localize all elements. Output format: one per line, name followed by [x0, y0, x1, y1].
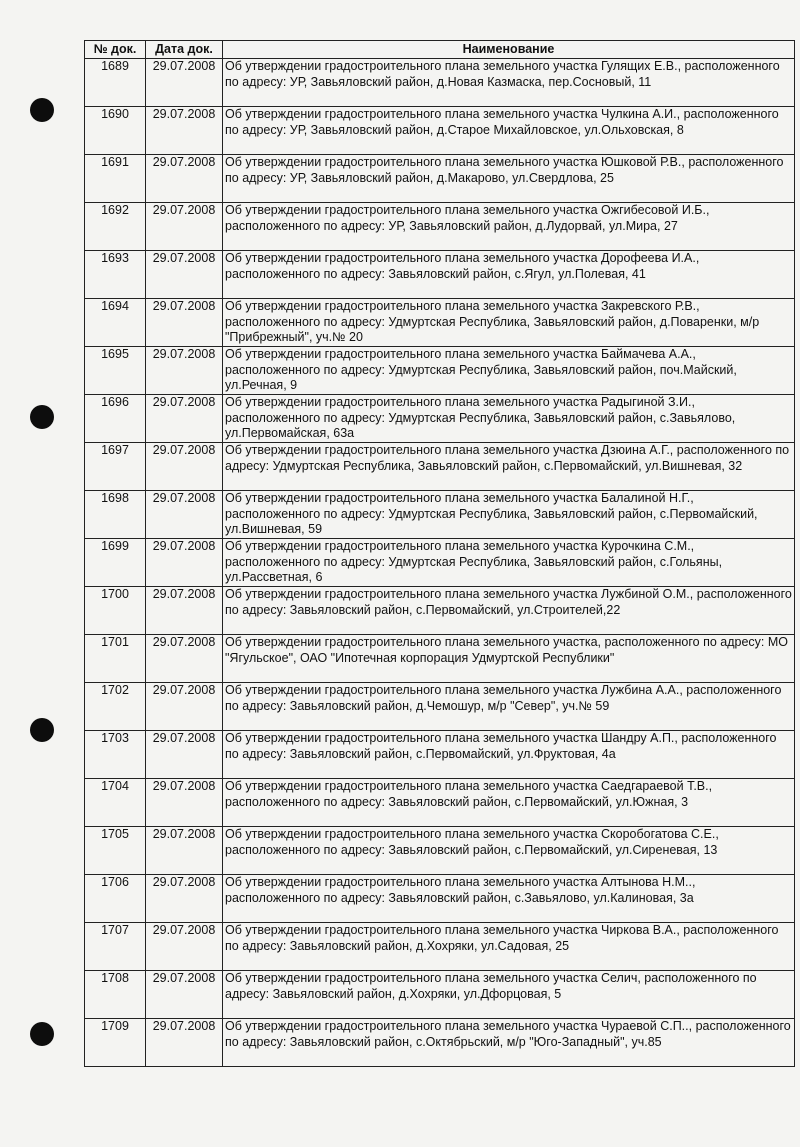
- table-header-row: [85, 41, 795, 59]
- document-date: 29.07.2008: [146, 923, 223, 971]
- table-row: [85, 827, 795, 875]
- document-number: 1709: [85, 1019, 146, 1067]
- document-date: 29.07.2008: [146, 59, 223, 107]
- documents-table: [84, 40, 795, 1067]
- table-row: [85, 875, 795, 923]
- document-title: Об утверждении градостроительного плана земельного участка Селич, расположенного по адресу: Завьяловский район, д.Хохряки, ул.Дфорцовая, 5: [223, 971, 795, 1019]
- document-date: 29.07.2008: [146, 539, 223, 587]
- document-title: Об утверждении градостроительного плана земельного участка Лужбина А.А., расположенного по адресу: Завьяловский район, д.Чемошур, м/р "Север", уч.№ 59: [223, 683, 795, 731]
- document-number: 1693: [85, 251, 146, 299]
- document-title: Об утверждении градостроительного плана земельного участка, расположенного по адресу: МО "Ягульское", ОАО "Ипотечная корпорация Удмуртской Республики": [223, 635, 795, 683]
- punch-hole: [30, 1022, 54, 1046]
- document-date: 29.07.2008: [146, 251, 223, 299]
- table-row: [85, 971, 795, 1019]
- table-row: [85, 587, 795, 635]
- table-row: [85, 203, 795, 251]
- document-date: 29.07.2008: [146, 1019, 223, 1067]
- document-date: 29.07.2008: [146, 299, 223, 347]
- document-number: 1704: [85, 779, 146, 827]
- document-number: 1699: [85, 539, 146, 587]
- document-date: 29.07.2008: [146, 107, 223, 155]
- document-date: 29.07.2008: [146, 347, 223, 395]
- document-number: 1708: [85, 971, 146, 1019]
- table-row: [85, 491, 795, 539]
- document-number: 1692: [85, 203, 146, 251]
- document-title: Об утверждении градостроительного плана земельного участка Лужбиной О.М., расположенного по адресу: Завьяловский район, с.Первомайский, ул.Строителей,22: [223, 587, 795, 635]
- document-date: 29.07.2008: [146, 155, 223, 203]
- document-number: 1690: [85, 107, 146, 155]
- table-row: [85, 923, 795, 971]
- document-title: Об утверждении градостроительного плана земельного участка Балалиной Н.Г., расположенного по адресу: Удмуртская Республика, Завьяловский район, с.Первомайский, ул.Вишневая, 59: [223, 491, 795, 539]
- document-title: Об утверждении градостроительного плана земельного участка Дзюина А.Г., расположенного по адресу: Удмуртская Республика, Завьяловский район, с.Первомайский, ул.Вишневая, 32: [223, 443, 795, 491]
- document-number: 1697: [85, 443, 146, 491]
- document-date: 29.07.2008: [146, 635, 223, 683]
- punch-hole: [30, 718, 54, 742]
- document-date: 29.07.2008: [146, 875, 223, 923]
- document-date: 29.07.2008: [146, 827, 223, 875]
- document-number: 1689: [85, 59, 146, 107]
- document-title: Об утверждении градостроительного плана земельного участка Курочкина С.М., расположенного по адресу: Удмуртская Республика, Завьяловский район, с.Гольяны, ул.Рассветная, 6: [223, 539, 795, 587]
- document-title: Об утверждении градостроительного плана земельного участка Радыгиной З.И., расположенного по адресу: Удмуртская Республика, Завьяловский район, с.Завьялово, ул.Первомайская, 63а: [223, 395, 795, 443]
- document-date: 29.07.2008: [146, 491, 223, 539]
- table-row: [85, 731, 795, 779]
- document-number: 1696: [85, 395, 146, 443]
- table-row: [85, 299, 795, 347]
- document-number: 1702: [85, 683, 146, 731]
- table-row: [85, 347, 795, 395]
- document-title: Об утверждении градостроительного плана земельного участка Чулкина А.И., расположенного по адресу: УР, Завьяловский район, д.Старое Михайловское, ул.Ольховская, 8: [223, 107, 795, 155]
- document-date: 29.07.2008: [146, 443, 223, 491]
- document-title: Об утверждении градостроительного плана земельного участка Алтынова Н.М.., расположенного по адресу: Завьяловский район, с.Завьялово, ул.Калиновая, 3а: [223, 875, 795, 923]
- document-date: 29.07.2008: [146, 731, 223, 779]
- document-number: 1703: [85, 731, 146, 779]
- table-row: [85, 155, 795, 203]
- document-title: Об утверждении градостроительного плана земельного участка Баймачева А.А., расположенного по адресу: Удмуртская Республика, Завьяловский район, поч.Майский, ул.Речная, 9: [223, 347, 795, 395]
- document-number: 1707: [85, 923, 146, 971]
- table-row: [85, 683, 795, 731]
- document-date: 29.07.2008: [146, 683, 223, 731]
- document-number: 1695: [85, 347, 146, 395]
- document-date: 29.07.2008: [146, 587, 223, 635]
- column-header-number: № док.: [85, 41, 146, 59]
- table-row: [85, 443, 795, 491]
- punch-hole: [30, 98, 54, 122]
- table-row: [85, 779, 795, 827]
- document-number: 1701: [85, 635, 146, 683]
- table-row: [85, 635, 795, 683]
- document-date: 29.07.2008: [146, 395, 223, 443]
- document-title: Об утверждении градостроительного плана земельного участка Чиркова В.А., расположенного по адресу: Завьяловский район, д.Хохряки, ул.Садовая, 25: [223, 923, 795, 971]
- document-title: Об утверждении градостроительного плана земельного участка Шандру А.П., расположенного по адресу: Завьяловский район, с.Первомайский, ул.Фруктовая, 4а: [223, 731, 795, 779]
- document-number: 1691: [85, 155, 146, 203]
- column-header-name: Наименование: [223, 41, 795, 59]
- table-row: [85, 251, 795, 299]
- document-number: 1705: [85, 827, 146, 875]
- document-date: 29.07.2008: [146, 779, 223, 827]
- document-number: 1706: [85, 875, 146, 923]
- document-title: Об утверждении градостроительного плана земельного участка Юшковой Р.В., расположенного по адресу: УР, Завьяловский район, д.Макарово, ул.Свердлова, 25: [223, 155, 795, 203]
- document-title: Об утверждении градостроительного плана земельного участка Закревского Р.В., расположенного по адресу: Удмуртская Республика, Завьяловский район, д.Поваренки, м/р "Прибрежный", уч.№ 20: [223, 299, 795, 347]
- document-date: 29.07.2008: [146, 203, 223, 251]
- document-title: Об утверждении градостроительного плана земельного участка Саедгараевой Т.В., расположенного по адресу: Завьяловский район, с.Первомайский, ул.Южная, 3: [223, 779, 795, 827]
- document-title: Об утверждении градостроительного плана земельного участка Гулящих Е.В., расположенного по адресу: УР, Завьяловский район, д.Новая Казмаска, пер.Сосновый, 11: [223, 59, 795, 107]
- document-number: 1698: [85, 491, 146, 539]
- punch-hole: [30, 405, 54, 429]
- document-date: 29.07.2008: [146, 971, 223, 1019]
- document-title: Об утверждении градостроительного плана земельного участка Скоробогатова С.Е., расположенного по адресу: Завьяловский район, с.Первомайский, ул.Сиреневая, 13: [223, 827, 795, 875]
- table-row: [85, 107, 795, 155]
- document-title: Об утверждении градостроительного плана земельного участка Чураевой С.П.., расположенного по адресу: Завьяловский район, с.Октябрьский, м/р "Юго-Западный", уч.85: [223, 1019, 795, 1067]
- document-title: Об утверждении градостроительного плана земельного участка Дорофеева И.А., расположенного по адресу: Завьяловский район, с.Ягул, ул.Полевая, 41: [223, 251, 795, 299]
- document-title: Об утверждении градостроительного плана земельного участка Ожгибесовой И.Б., расположенного по адресу: УР, Завьяловский район, д.Лудорвай, ул.Мира, 27: [223, 203, 795, 251]
- table-row: [85, 395, 795, 443]
- table-row: [85, 539, 795, 587]
- document-number: 1700: [85, 587, 146, 635]
- column-header-date: Дата док.: [146, 41, 223, 59]
- document-number: 1694: [85, 299, 146, 347]
- table-row: [85, 59, 795, 107]
- table-row: [85, 1019, 795, 1067]
